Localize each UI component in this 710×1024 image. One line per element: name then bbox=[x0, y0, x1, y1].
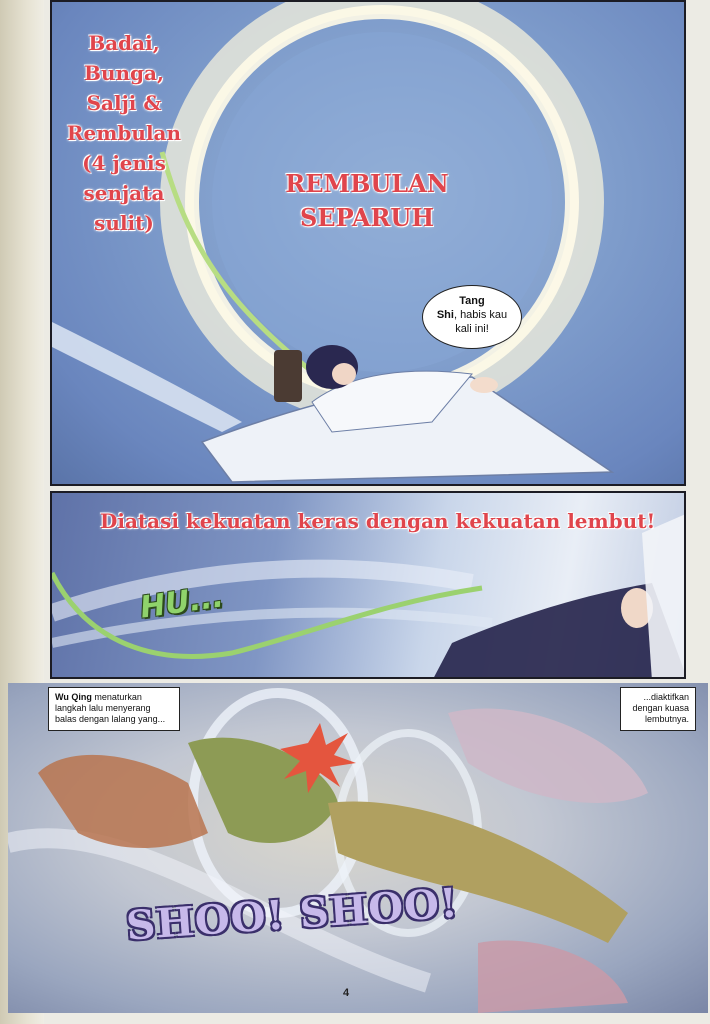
gentle-force-caption: Diatasi kekuatan keras dengan kekuatan lembut! bbox=[100, 509, 656, 533]
right-hand bbox=[448, 708, 648, 803]
extended-hand bbox=[470, 377, 498, 393]
speech-bubble-tang-shi: Tang Shi, habis kau kali ini! bbox=[422, 285, 522, 349]
panel-gentle-force bbox=[50, 491, 686, 679]
technique-title: REMBULAN SEPARUH bbox=[285, 169, 449, 232]
hu-sound-effect: HU... bbox=[137, 579, 226, 626]
motion-streak-1 bbox=[52, 569, 472, 613]
shoo-sound-effect: SHOO! SHOO! bbox=[124, 879, 461, 950]
panel-rembulan-separuh bbox=[50, 0, 686, 486]
face bbox=[332, 363, 356, 385]
narration-diaktifkan: ...diaktifkan dengan kuasa lembutnya. bbox=[620, 687, 696, 731]
bottom-hand bbox=[478, 941, 628, 1014]
panel3-art bbox=[8, 683, 708, 1013]
page-number: 4 bbox=[343, 987, 350, 999]
narration-wu-qing: Wu Qing menaturkan langkah lalu menyerang balas dengan lalang yang... bbox=[48, 687, 180, 731]
weapons-caption: Badai, Bunga, Salji & Rembulan (4 jenis senjata sulit) bbox=[66, 31, 182, 235]
panel-grappling-hands bbox=[8, 683, 708, 1013]
crossbow-weapon bbox=[274, 350, 302, 402]
